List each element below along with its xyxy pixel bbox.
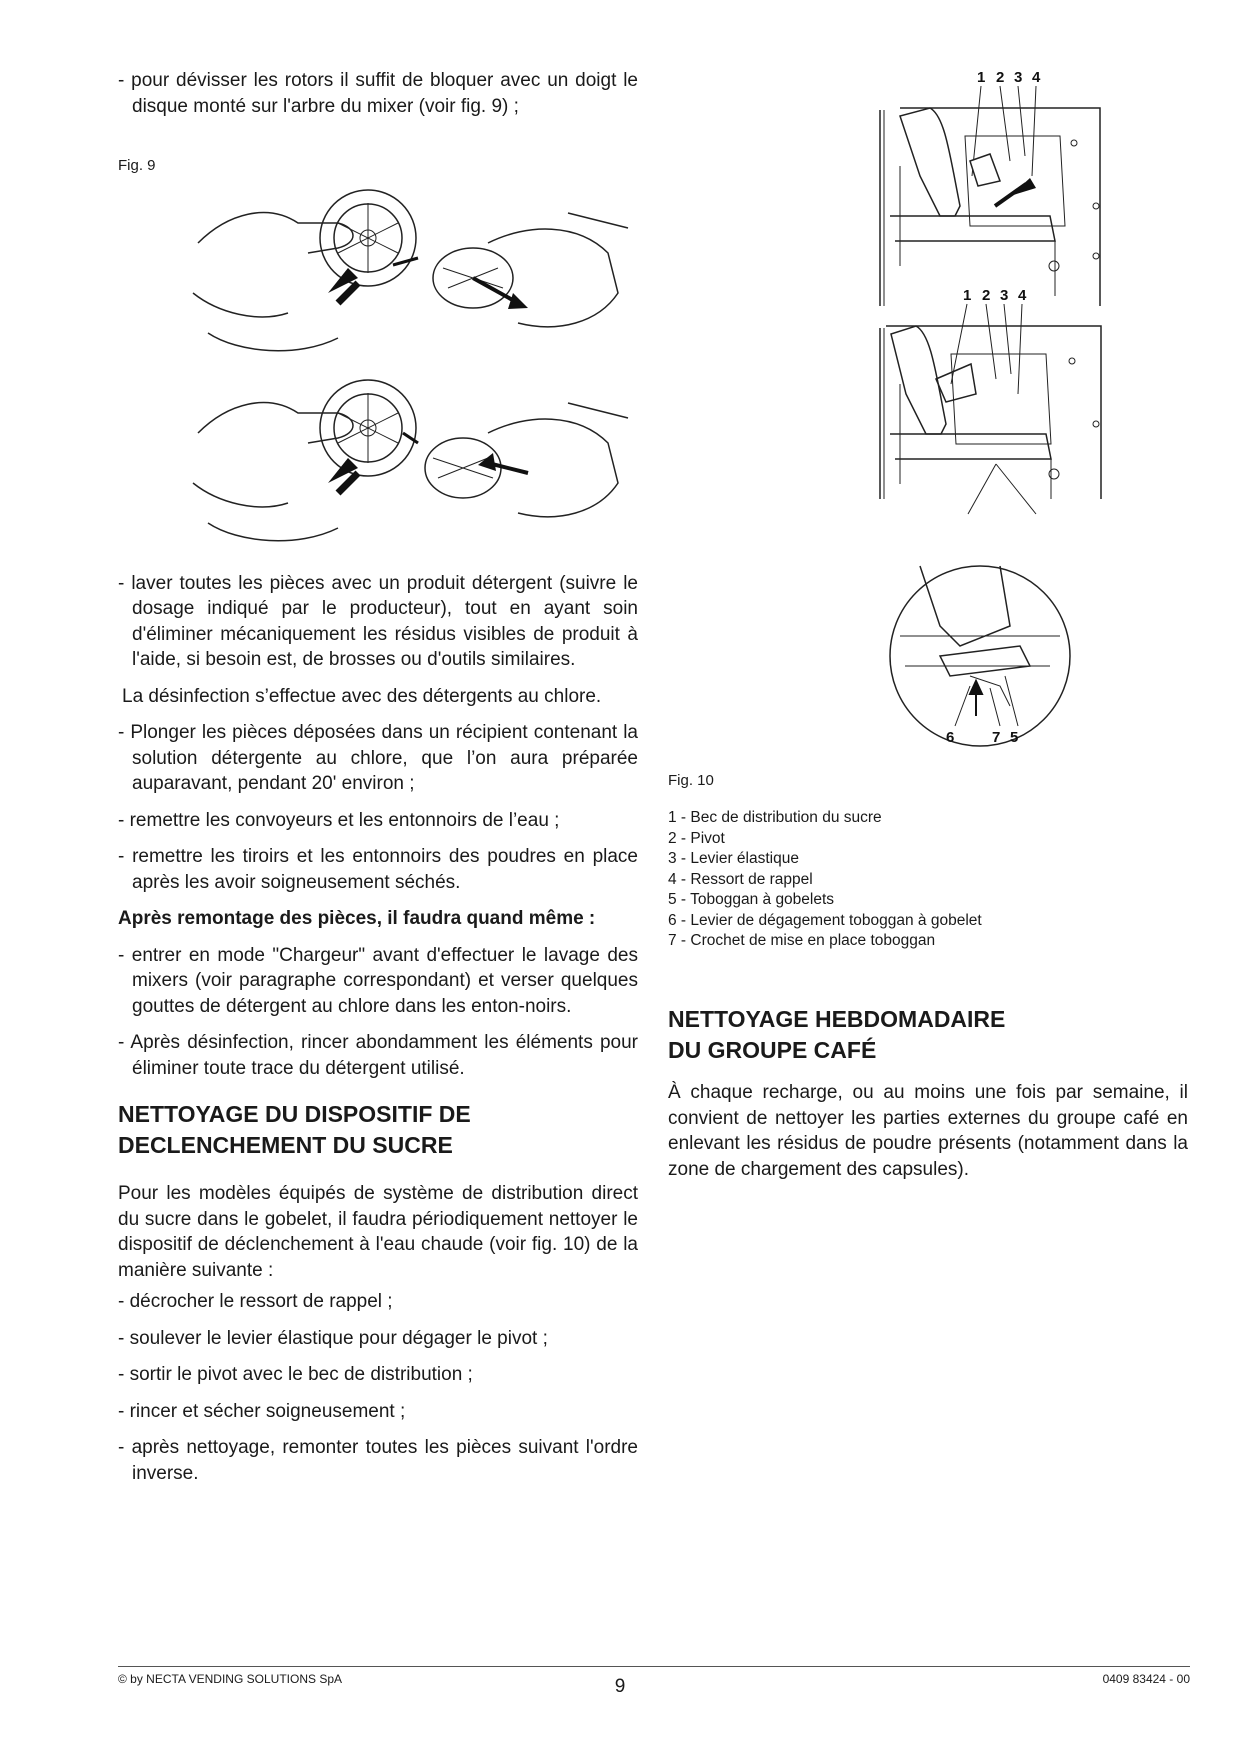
heading-cafe-line2: DU GROUPE CAFÉ <box>668 1037 877 1063</box>
fig10-illustration <box>860 66 1140 756</box>
legend-item-2: 2 - Pivot <box>668 829 725 847</box>
paragraph-entrer-chargeur: - entrer en mode "Chargeur" avant d'effectuer le lavage des mixers (voir paragraphe correspondant) et verser quelques gouttes de détergent au chlore dans les enton-noirs. <box>118 944 638 1017</box>
fig10-top-view <box>880 69 1100 306</box>
legend-item-3: 3 - Levier élastique <box>668 850 799 867</box>
fig10-label-1-top: 1 <box>977 69 986 86</box>
paragraph-laver: - laver toutes les pièces avec un produit détergent (suivre le dosage indiqué par le producteur), tout en ayant soin d'éliminer mécaniquement les résidus visibles de produit à l'aide, si besoin est, de brosses ou d'outils similaires. <box>118 572 638 670</box>
fig10-label-1-mid: 1 <box>963 287 972 304</box>
paragraph-cafe: À chaque recharge, ou au moins une fois par semaine, il convient de nettoyer les parties externes du groupe café en enlevant les résidus de poudre présents (notamment dans la zone de chargement des capsules). <box>668 1082 1188 1180</box>
paragraph-rincer: - Après désinfection, rincer abondamment les éléments pour éliminer toute trace du détergent utilisé. <box>118 1032 638 1079</box>
left-column <box>118 68 638 1497</box>
paragraph-desinfection: La désinfection s’effectue avec des détergents au chlore. <box>122 685 602 707</box>
heading-sucre: NETTOYAGE DU DISPOSITIF DE DECLENCHEMENT DU SUCRE <box>118 1101 471 1158</box>
fig10-label-5: 5 <box>1010 729 1019 746</box>
heading-cafe-line1: NETTOYAGE HEBDOMADAIRE <box>668 1006 1006 1032</box>
fig10-label-6: 6 <box>946 729 955 746</box>
step-3: - sortir le pivot avec le bec de distribution ; <box>118 1364 473 1385</box>
fig9-caption: Fig. 9 <box>118 157 156 174</box>
fig10-label-4-top: 4 <box>1032 69 1041 86</box>
paragraph-remettre-tiroirs: - remettre les tiroirs et les entonnoirs des poudres en place après les avoir soigneusement séchés. <box>118 846 638 893</box>
legend-item-7: 7 - Crochet de mise en place toboggan <box>668 932 936 949</box>
paragraph-plonger: - Plonger les pièces déposées dans un récipient contenant la solution détergente au chlore, que l’on aura préparée auparavant, pendant 20' environ ; <box>118 722 638 794</box>
fig10-zoom-detail <box>890 566 1070 746</box>
fig10-label-3-top: 3 <box>1014 69 1023 86</box>
page-number: 9 <box>614 1676 626 1697</box>
legend-item-6: 6 - Levier de dégagement toboggan à gobelet <box>668 911 982 929</box>
fig10-label-4-mid: 4 <box>1018 287 1027 304</box>
fig10-label-3-mid: 3 <box>1000 287 1009 304</box>
fig10-label-7: 7 <box>992 729 1001 746</box>
fig10-caption: Fig. 10 <box>668 772 714 789</box>
footer-copyright: © by NECTA VENDING SOLUTIONS SpA <box>118 1672 343 1686</box>
paragraph-apres-remontage: Après remontage des pièces, il faudra quand même : <box>118 908 596 929</box>
step-5: - après nettoyage, remonter toutes les pièces suivant l'ordre inverse. <box>118 1437 638 1484</box>
legend-item-4: 4 - Ressort de rappel <box>668 870 813 888</box>
fig10-label-2-mid: 2 <box>982 287 991 304</box>
fig9-top-hands <box>193 190 628 351</box>
fig9-bottom-hands <box>193 380 628 541</box>
paragraph-rotors: - pour dévisser les rotors il suffit de bloquer avec un doigt le disque monté sur l'arbre du mixer (voir fig. 9) ; <box>118 70 638 117</box>
legend-item-1: 1 - Bec de distribution du sucre <box>668 809 882 826</box>
fig10-legend <box>668 808 1188 952</box>
step-4: - rincer et sécher soigneusement ; <box>118 1400 406 1422</box>
legend-item-5: 5 - Toboggan à gobelets <box>668 891 835 908</box>
fig9-illustration <box>188 183 648 563</box>
paragraph-remettre-convoyeurs: - remettre les convoyeurs et les entonnoirs de l’eau ; <box>118 809 560 831</box>
fig10-middle-view <box>880 287 1101 514</box>
footer-divider <box>118 1666 1190 1667</box>
footer-document-code: 0409 83424 - 00 <box>1102 1672 1190 1686</box>
step-1: - décrocher le ressort de rappel ; <box>118 1291 393 1312</box>
section-groupe-cafe <box>668 1004 1188 1182</box>
fig10-label-2-top: 2 <box>996 69 1005 86</box>
paragraph-modeles: Pour les modèles équipés de système de distribution direct du sucre dans le gobelet, il faudra périodiquement nettoyer le dispositif de déclenchement à l'eau chaude (voir fig. 10) de la manière suivante : <box>118 1183 638 1281</box>
step-2: - soulever le levier élastique pour dégager le pivot ; <box>118 1327 548 1349</box>
